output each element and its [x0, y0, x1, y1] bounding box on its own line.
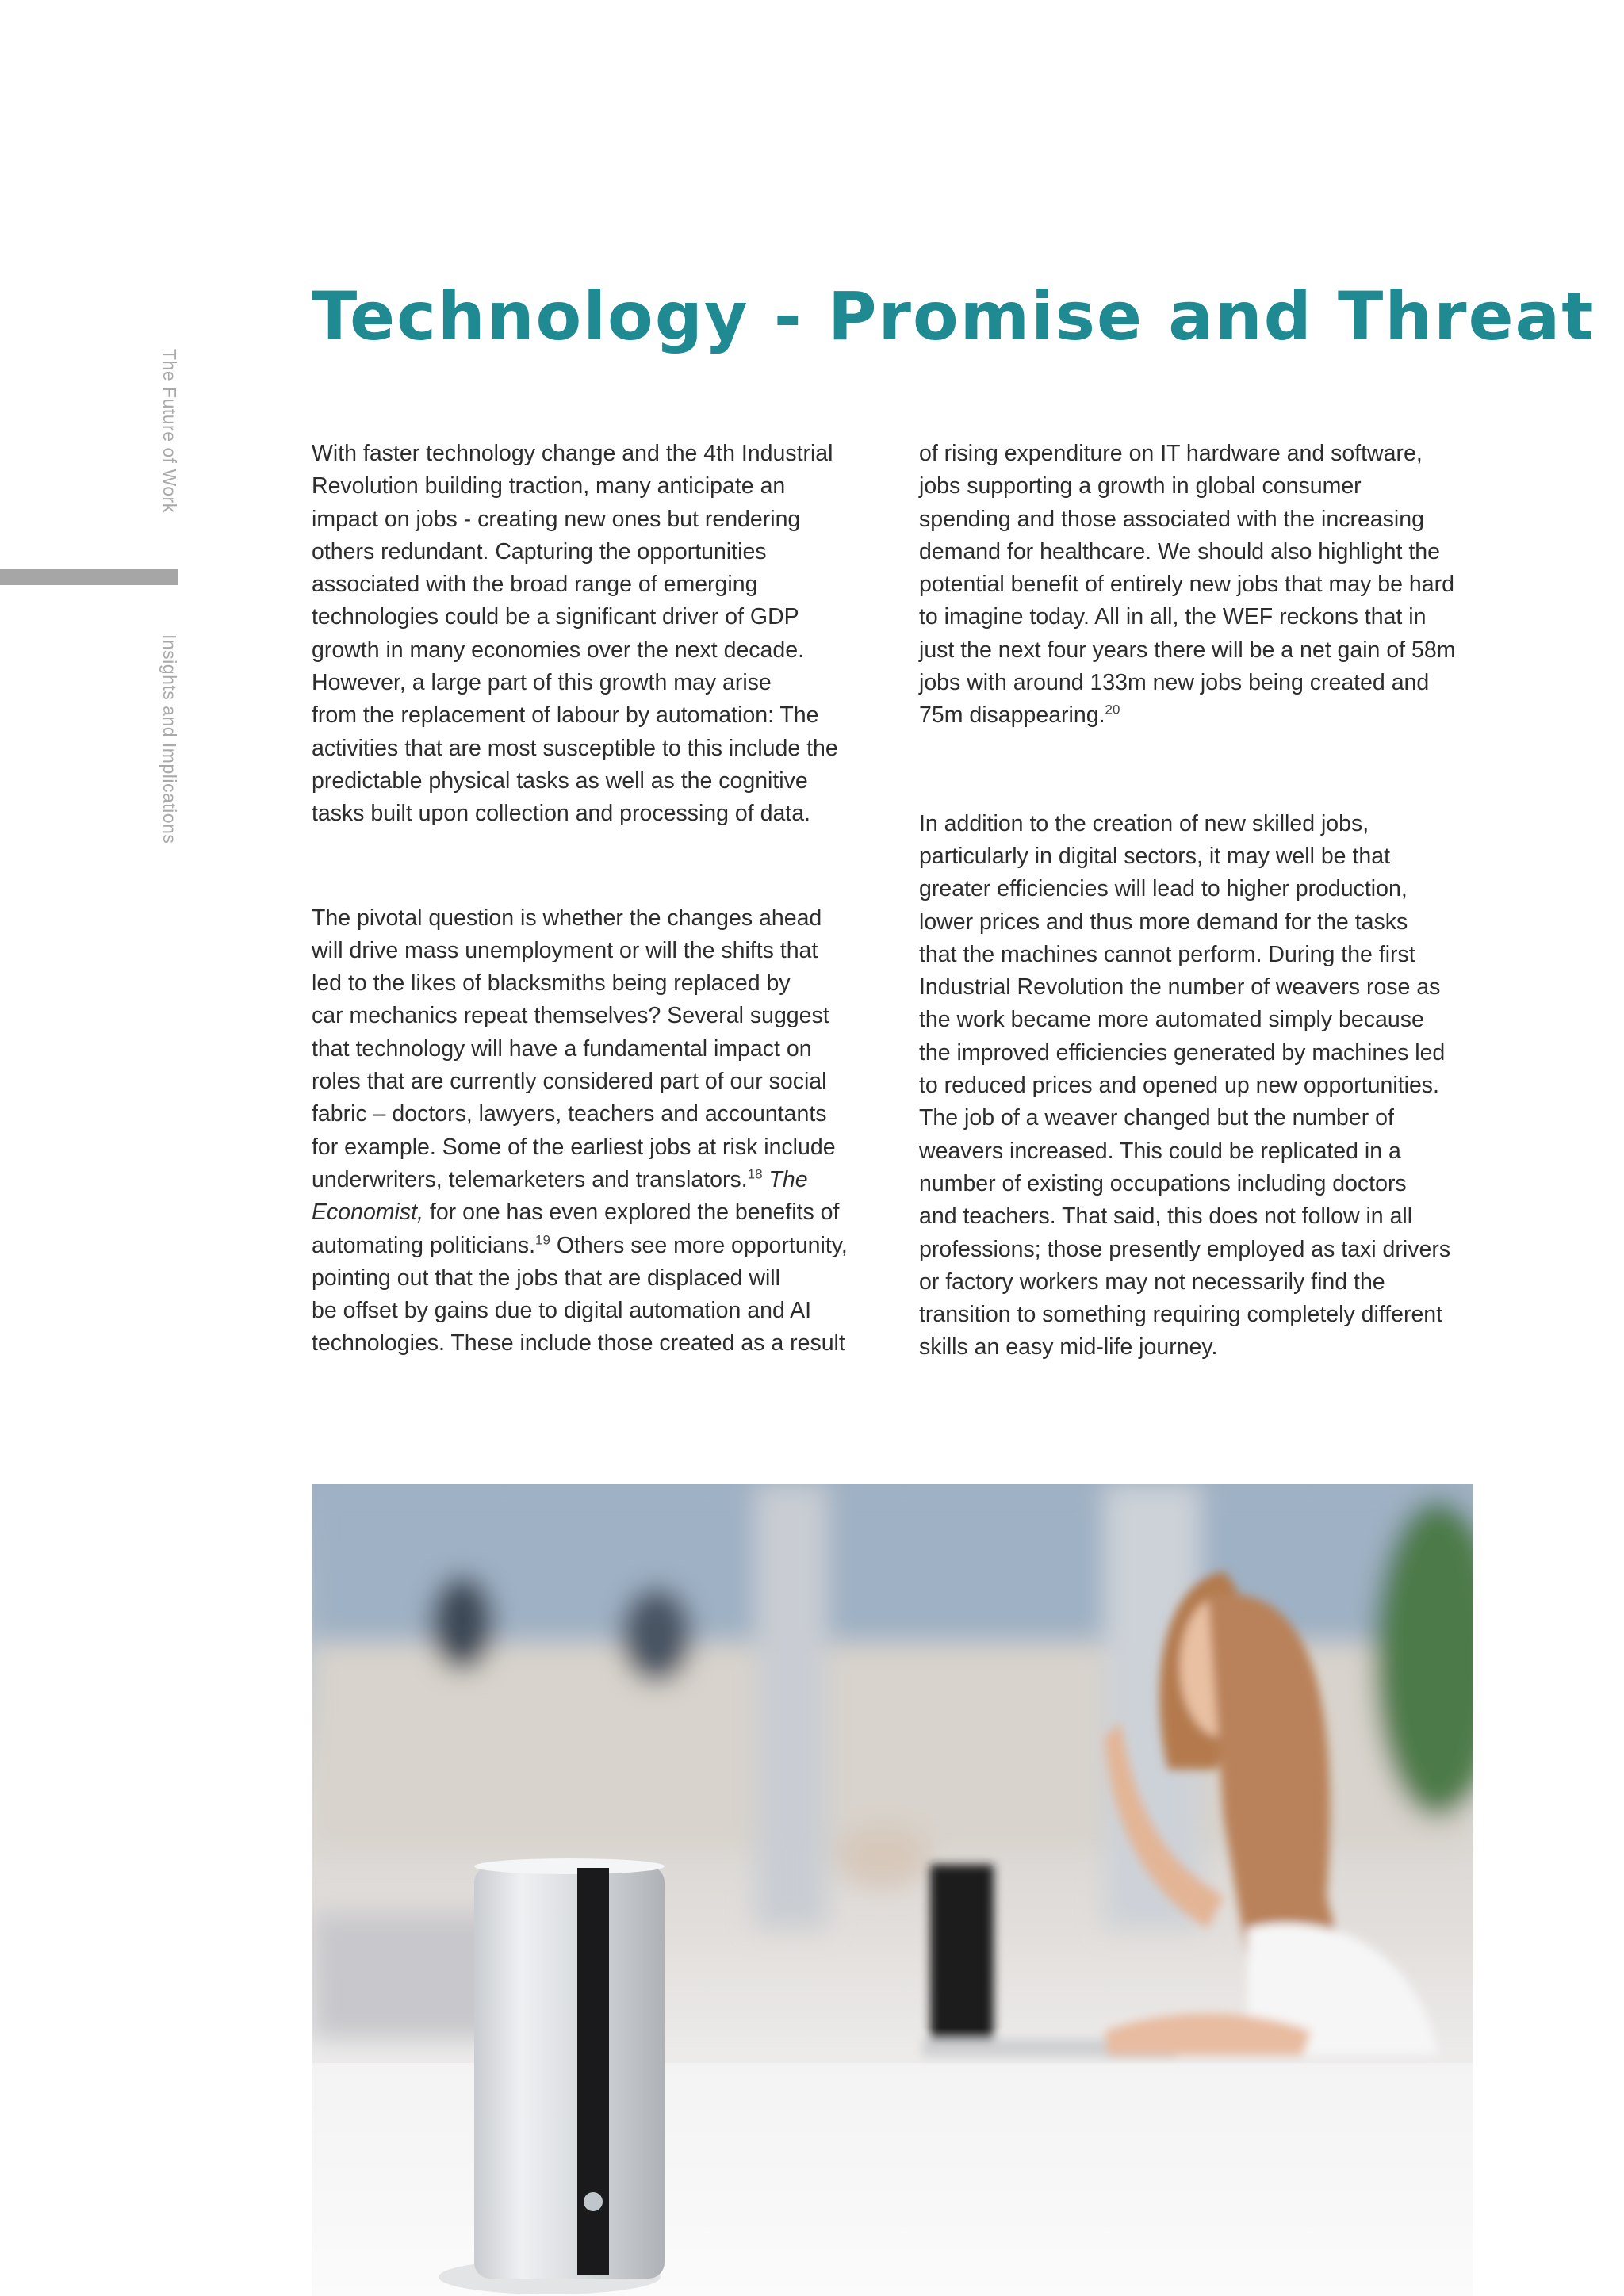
footnote-18: 18	[747, 1166, 763, 1182]
footnote-20: 20	[1105, 702, 1120, 718]
paragraph-left-2-part-b: for one has even explored the benefits of automating politicians.	[312, 1200, 840, 1258]
paragraph-right-1	[919, 438, 1474, 733]
column-right	[919, 438, 1474, 1364]
paragraph-right-1-text: of rising expenditure on IT hardware and software, jobs supporting a growth in global consumer spending and those associated with the increasing demand for healthcare. We should also highlight the potential benefit of entirely new jobs that may be hard to imagine today. All in all, the WEF reckons that in just the next four years there will be a net gain of 58m jobs with around 133m new jobs being created and 75m disappearing.	[919, 441, 1456, 729]
economist-italic: The Economist,	[312, 1166, 808, 1226]
photo-scene	[312, 1484, 1473, 2296]
page-title: Technology - Promise and Threat	[312, 277, 1595, 355]
side-label-future-of-work: The Future of Work	[159, 349, 180, 513]
footnote-19: 19	[535, 1232, 550, 1248]
paragraph-left-1: With faster technology change and the 4th Industrial Revolution building traction, many anticipate an impact on jobs - creating new ones but rendering others redundant. Capturing the opportunities associated with the broad range of emerging technologies could be a significant driver of GDP growth in many economies over the next decade. However, a large part of this growth may arise from the replacement of labour by automation: The activities that are most susceptible to this include the predictable physical tasks as well as the cognitive tasks built upon collection and processing of data.	[312, 441, 838, 827]
paragraph-left-2-part-a: The pivotal question is whether the changes ahead will drive mass unemployment or will the shifts that led to the likes of blacksmiths being replaced by car mechanics repeat themselves? Several suggest that technology will have a fundamental impact on roles that are currently considered part of our social fabric – doctors, lawyers, teachers and accountants for example. Some of the earliest jobs at risk include underwriters, telemarketers and translators.	[312, 905, 836, 1192]
side-label-insights: Insights and Implications	[159, 634, 180, 844]
office-photo	[312, 1484, 1473, 2296]
paragraph-left-2	[312, 902, 867, 1360]
paragraph-right-2: In addition to the creation of new skilled jobs, particularly in digital sectors, it may well be that greater efficiencies will lead to higher production, lower prices and thus more demand for the tasks that the machines cannot perform. During the first Industrial Revolution the number of weavers rose as the work became more automated simply because the improved efficiencies generated by machines led to reduced prices and opened up new opportunities. The job of a weaver changed but the number of weavers increased. This could be replicated in a number of existing occupations including doctors and teachers. That said, this does not follow in all professions; those presently employed as taxi drivers or factory workers may not necessarily find the transition to something requiring completely different skills an easy mid-life journey.	[919, 810, 1451, 1360]
column-left	[312, 438, 867, 1360]
side-divider-bar	[0, 569, 178, 585]
paragraph-left-2-part-c: Others see more opportunity, pointing out that the jobs that are displaced will be offset by gains due to digital automation and AI technologies. These include those created as a result	[312, 1232, 848, 1357]
